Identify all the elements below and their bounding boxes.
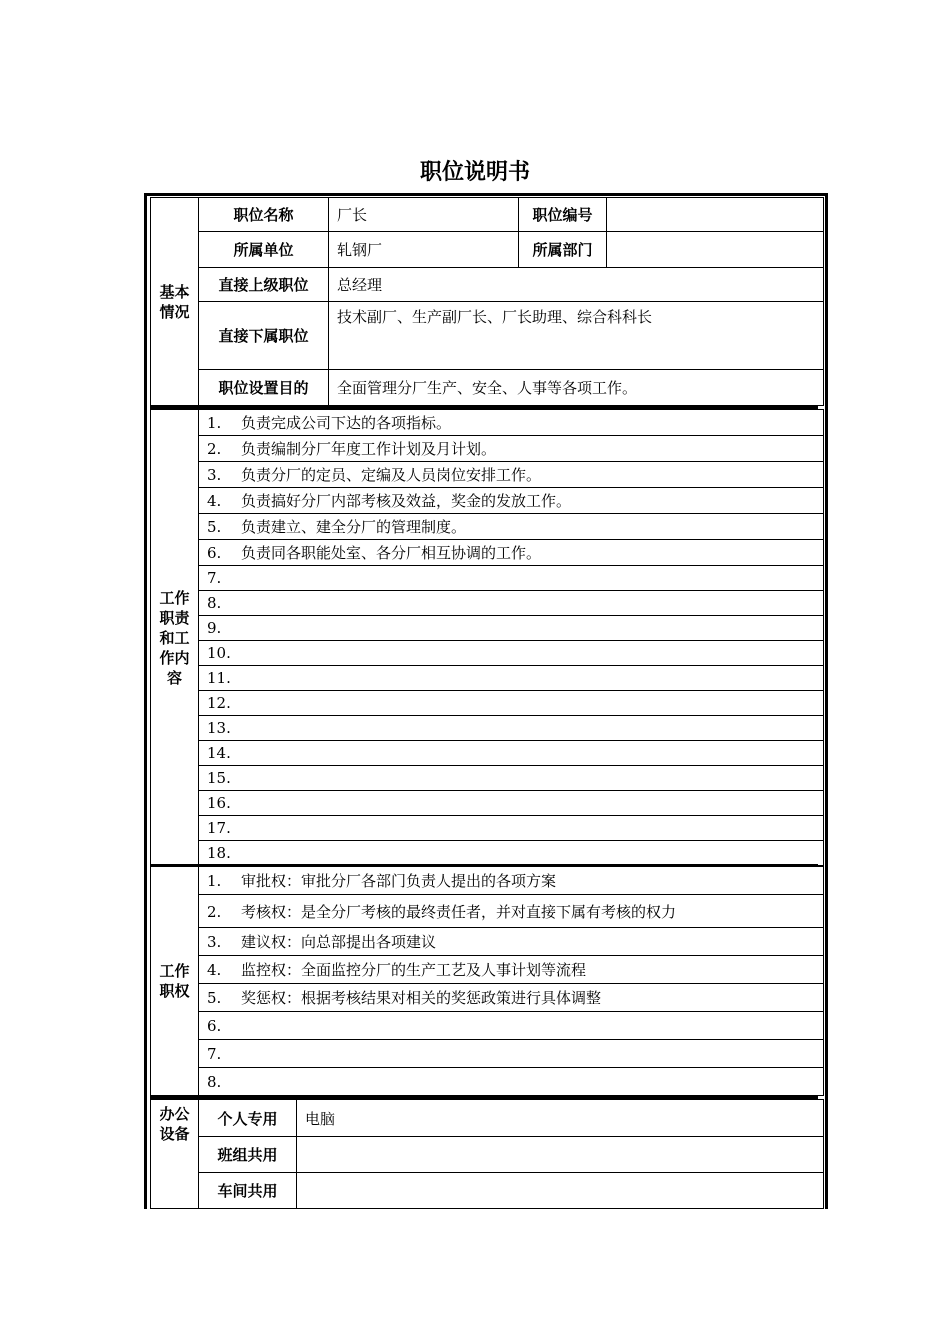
duty-item <box>199 566 824 591</box>
duty-row <box>151 616 824 641</box>
authority-item <box>199 895 824 928</box>
workshop-label: 车间共用 <box>199 1173 297 1209</box>
department-value <box>607 232 824 268</box>
duty-row <box>151 791 824 816</box>
duty-item-number: 14. <box>207 744 231 762</box>
duty-item <box>199 816 824 841</box>
duty-item-number: 9. <box>207 619 222 637</box>
duty-item-number: 11. <box>207 669 231 687</box>
duty-row <box>151 410 824 436</box>
authority-item-number: 2. <box>207 902 222 921</box>
authority-item-number: 3. <box>207 933 222 951</box>
duty-row <box>151 566 824 591</box>
duty-row <box>151 591 824 616</box>
duty-item-number: 8. <box>207 594 222 612</box>
duties-table <box>150 409 824 866</box>
authority-item-text: 奖惩权：根据考核结果对相关的奖惩政策进行具体调整 <box>241 989 602 1007</box>
duty-item-number: 12. <box>207 694 231 712</box>
duty-row <box>151 716 824 741</box>
authority-item <box>199 928 824 956</box>
authority-row <box>151 984 824 1012</box>
team-value <box>297 1137 824 1173</box>
position-code-label: 职位编号 <box>519 198 607 232</box>
duty-item-text: 负责同各职能处室、各分厂相互协调的工作。 <box>241 544 542 562</box>
basic-info-table <box>150 197 824 406</box>
duty-item-number: 17. <box>207 819 231 837</box>
duty-row <box>151 741 824 766</box>
authority-row <box>151 928 824 956</box>
authority-item-number: 4. <box>207 961 222 979</box>
authority-item-number: 5. <box>207 989 222 1007</box>
duty-item-text: 负责分厂的定员、定编及人员岗位安排工作。 <box>241 466 542 484</box>
authority-item-number: 1. <box>207 872 222 890</box>
duty-item-number: 3. <box>207 466 222 484</box>
duty-item <box>199 436 824 462</box>
duty-item-number: 4. <box>207 492 222 510</box>
team-label: 班组共用 <box>199 1137 297 1173</box>
basic-section-label: 基本 情况 <box>151 198 199 406</box>
duty-row <box>151 841 824 866</box>
duty-item <box>199 410 824 436</box>
duty-item <box>199 540 824 566</box>
authority-row <box>151 867 824 895</box>
duty-item <box>199 462 824 488</box>
duty-item-number: 13. <box>207 719 231 737</box>
duty-item-number: 16. <box>207 794 231 812</box>
authority-row <box>151 956 824 984</box>
authority-item <box>199 1068 824 1096</box>
duty-item-number: 6. <box>207 544 222 562</box>
authority-item-number: 6. <box>207 1016 222 1035</box>
duty-item <box>199 488 824 514</box>
duty-item-text: 负责搞好分厂内部考核及效益，奖金的发放工作。 <box>241 492 572 510</box>
duty-item <box>199 766 824 791</box>
department-label: 所属部门 <box>519 232 607 268</box>
duty-item <box>199 514 824 540</box>
duty-item-number: 1. <box>207 414 222 432</box>
duty-row <box>151 666 824 691</box>
position-name-value: 厂长 <box>329 198 519 232</box>
authority-item <box>199 984 824 1012</box>
authority-item-text: 建议权：向总部提出各项建议 <box>241 933 437 951</box>
duty-row <box>151 766 824 791</box>
authority-item-text: 审批权：审批分厂各部门负责人提出的各项方案 <box>241 872 557 890</box>
purpose-label: 职位设置目的 <box>199 370 329 406</box>
duty-item-number: 7. <box>207 569 222 587</box>
position-name-label: 职位名称 <box>199 198 329 232</box>
duty-item <box>199 716 824 741</box>
duty-item <box>199 591 824 616</box>
personal-label: 个人专用 <box>199 1100 297 1137</box>
authority-item-text: 考核权：是全分厂考核的最终责任者，并对直接下属有考核的权力 <box>241 902 677 921</box>
duty-item-text: 负责建立、建全分厂的管理制度。 <box>241 518 467 536</box>
duty-row <box>151 488 824 514</box>
duty-row <box>151 514 824 540</box>
authority-item-text: 监控权：全面监控分厂的生产工艺及人事计划等流程 <box>241 961 587 979</box>
authority-item <box>199 1012 824 1040</box>
authority-item <box>199 867 824 895</box>
page-title: 职位说明书 <box>419 160 530 185</box>
unit-label: 所属单位 <box>199 232 329 268</box>
duty-item <box>199 841 824 866</box>
authority-table <box>150 866 824 1096</box>
duty-item <box>199 691 824 716</box>
authority-row <box>151 1068 824 1096</box>
subordinate-value: 技术副厂、生产副厂长、厂长助理、综合科科长 <box>329 302 824 370</box>
duty-item <box>199 666 824 691</box>
duty-row <box>151 641 824 666</box>
duty-item-text: 负责编制分厂年度工作计划及月计划。 <box>241 440 497 458</box>
duty-item <box>199 741 824 766</box>
duty-row <box>151 540 824 566</box>
authority-item <box>199 956 824 984</box>
duty-item <box>199 641 824 666</box>
duty-section-label: 工作 职责 和工 作内 容 <box>151 410 199 866</box>
duty-item-number: 10. <box>207 644 231 662</box>
duty-item-number: 2. <box>207 440 222 458</box>
authority-row <box>151 1040 824 1068</box>
subordinate-label: 直接下属职位 <box>199 302 329 370</box>
duty-item-number: 15. <box>207 769 231 787</box>
duty-item <box>199 791 824 816</box>
superior-label: 直接上级职位 <box>199 268 329 302</box>
authority-item-number: 7. <box>207 1044 222 1063</box>
duty-row <box>151 816 824 841</box>
equipment-section-label: 办公 设备 <box>151 1100 199 1209</box>
duty-item-number: 5. <box>207 518 222 536</box>
duty-row <box>151 462 824 488</box>
duty-row <box>151 691 824 716</box>
authority-row <box>151 1012 824 1040</box>
duty-item-number: 18. <box>207 844 231 862</box>
personal-value: 电脑 <box>297 1100 824 1137</box>
authority-item-number: 8. <box>207 1072 222 1091</box>
workshop-value <box>297 1173 824 1209</box>
authority-section-label: 工作 职权 <box>151 867 199 1096</box>
equipment-table <box>150 1099 824 1209</box>
unit-value: 轧钢厂 <box>329 232 519 268</box>
superior-value: 总经理 <box>329 268 824 302</box>
authority-item <box>199 1040 824 1068</box>
authority-row <box>151 895 824 928</box>
duty-item <box>199 616 824 641</box>
position-code-value <box>607 198 824 232</box>
duty-item-text: 负责完成公司下达的各项指标。 <box>241 414 452 432</box>
purpose-value: 全面管理分厂生产、安全、人事等各项工作。 <box>329 370 824 406</box>
duty-row <box>151 436 824 462</box>
